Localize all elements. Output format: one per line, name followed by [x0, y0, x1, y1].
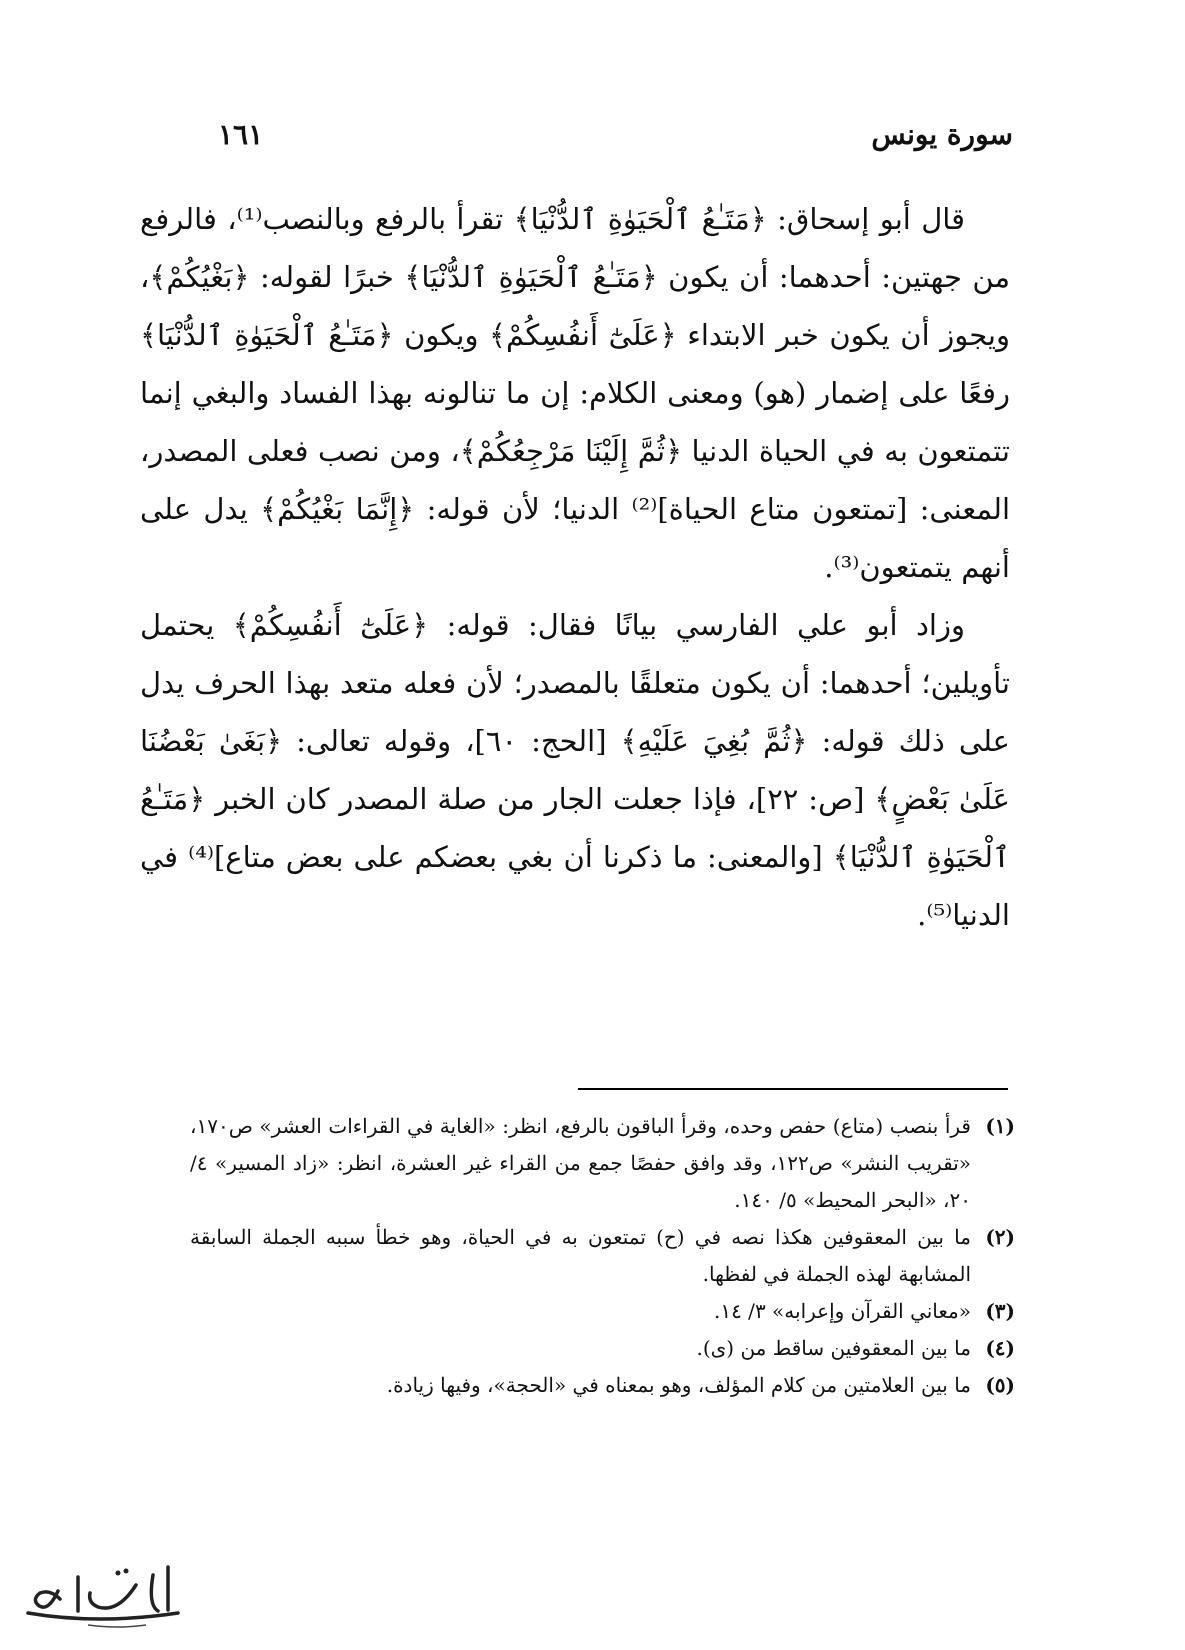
- footnote: [190, 1219, 1015, 1293]
- footnote-text: «معاني القرآن وإعرابه» ٣/ ١٤.: [713, 1299, 971, 1323]
- footnote-text: قرأ بنصب (متاع) حفص وحده، وقرأ الباقون بالرفع، انظر: «الغاية في القراءات العشر» ص١٧٠، «تقريب النشر» ص١٢٢، وقد وافق حفصًا جمع من القراء غير العشرة، انظر: «زاد المسير» ٤/ ٢٠، «البحر المحيط» ٥/ ١٤٠.: [190, 1114, 971, 1212]
- footnote-number: (٥): [985, 1373, 1015, 1397]
- footnote-number: (١): [985, 1114, 1015, 1138]
- surah-title: سورة يونس: [871, 118, 1013, 151]
- calligraphy-watermark-logo: [18, 1555, 188, 1635]
- footnotes: [190, 1108, 1015, 1404]
- footnote: [190, 1293, 1015, 1330]
- footnote-text: ما بين المعقوفين هكذا نصه في (ح) تمتعون به في الحياة، وهو خطأ سببه الجملة السابقة المشابهة لهذه الجملة في لفظها.: [190, 1225, 971, 1286]
- paragraph: قال أبو إسحاق: ﴿مَتَـٰعُ ٱلْحَيَوٰةِ ٱلدُّنْيَا﴾ تقرأ بالرفع وبالنصب⁽¹⁾، فالرفع من جهتين: أحدهما: أن يكون ﴿مَتَـٰعُ ٱلْحَيَوٰةِ ٱلدُّنْيَا﴾ خبرًا لقوله: ﴿بَغْيُكُمْ﴾، ويجوز أن يكون خبر الابتداء ﴿عَلَىٰٓ أَنفُسِكُمْ﴾ ويكون ﴿مَتَـٰعُ ٱلْحَيَوٰةِ ٱلدُّنْيَا﴾ رفعًا على إضمار (هو) ومعنى الكلام: إن ما تنالونه بهذا الفساد والبغي إنما تتمتعون به في الحياة الدنيا ﴿ثُمَّ إِلَيْنَا مَرْجِعُكُمْ﴾، ومن نصب فعلى المصدر، المعنى: [تمتعون متاع الحياة]⁽²⁾ الدنيا؛ لأن قوله: ﴿إِنَّمَا بَغْيُكُمْ﴾ يدل على أنهم يتمتعون⁽³⁾.: [140, 202, 1011, 584]
- footnote-text: ما بين المعقوفين ساقط من (ى).: [696, 1336, 971, 1360]
- paragraph: وزاد أبو علي الفارسي بيانًا فقال: قوله: ﴿عَلَىٰٓ أَنفُسِكُمْ﴾ يحتمل تأويلين؛ أحدهما: أن يكون متعلقًا بالمصدر؛ لأن فعله متعد بهذا الحرف يدل على ذلك قوله: ﴿ثُمَّ بُغِيَ عَلَيْهِ﴾ [الحج: ٦٠]، وقوله تعالى: ﴿بَغَىٰ بَعْضُنَا عَلَىٰ بَعْضٍ﴾ [ص: ٢٢]، فإذا جعلت الجار من صلة المصدر كان الخبر ﴿مَتَـٰعُ ٱلْحَيَوٰةِ ٱلدُّنْيَا﴾ [والمعنى: ما ذكرنا أن بغي بعضكم على بعض متاع]⁽⁴⁾ في الدنيا⁽⁵⁾.: [140, 608, 1011, 932]
- page-number: ١٦١: [218, 118, 264, 151]
- footnote-divider: [578, 1088, 1008, 1090]
- footnote-number: (٣): [985, 1299, 1015, 1323]
- footnote: [190, 1108, 1015, 1219]
- footnote-number: (٤): [985, 1336, 1015, 1360]
- footnote: [190, 1367, 1015, 1404]
- footnote-number: (٢): [985, 1225, 1015, 1249]
- body-text: [140, 190, 1010, 944]
- footnote: [190, 1330, 1015, 1367]
- footnote-text: ما بين العلامتين من كلام المؤلف، وهو بمعناه في «الحجة»، وفيها زيادة.: [386, 1373, 971, 1397]
